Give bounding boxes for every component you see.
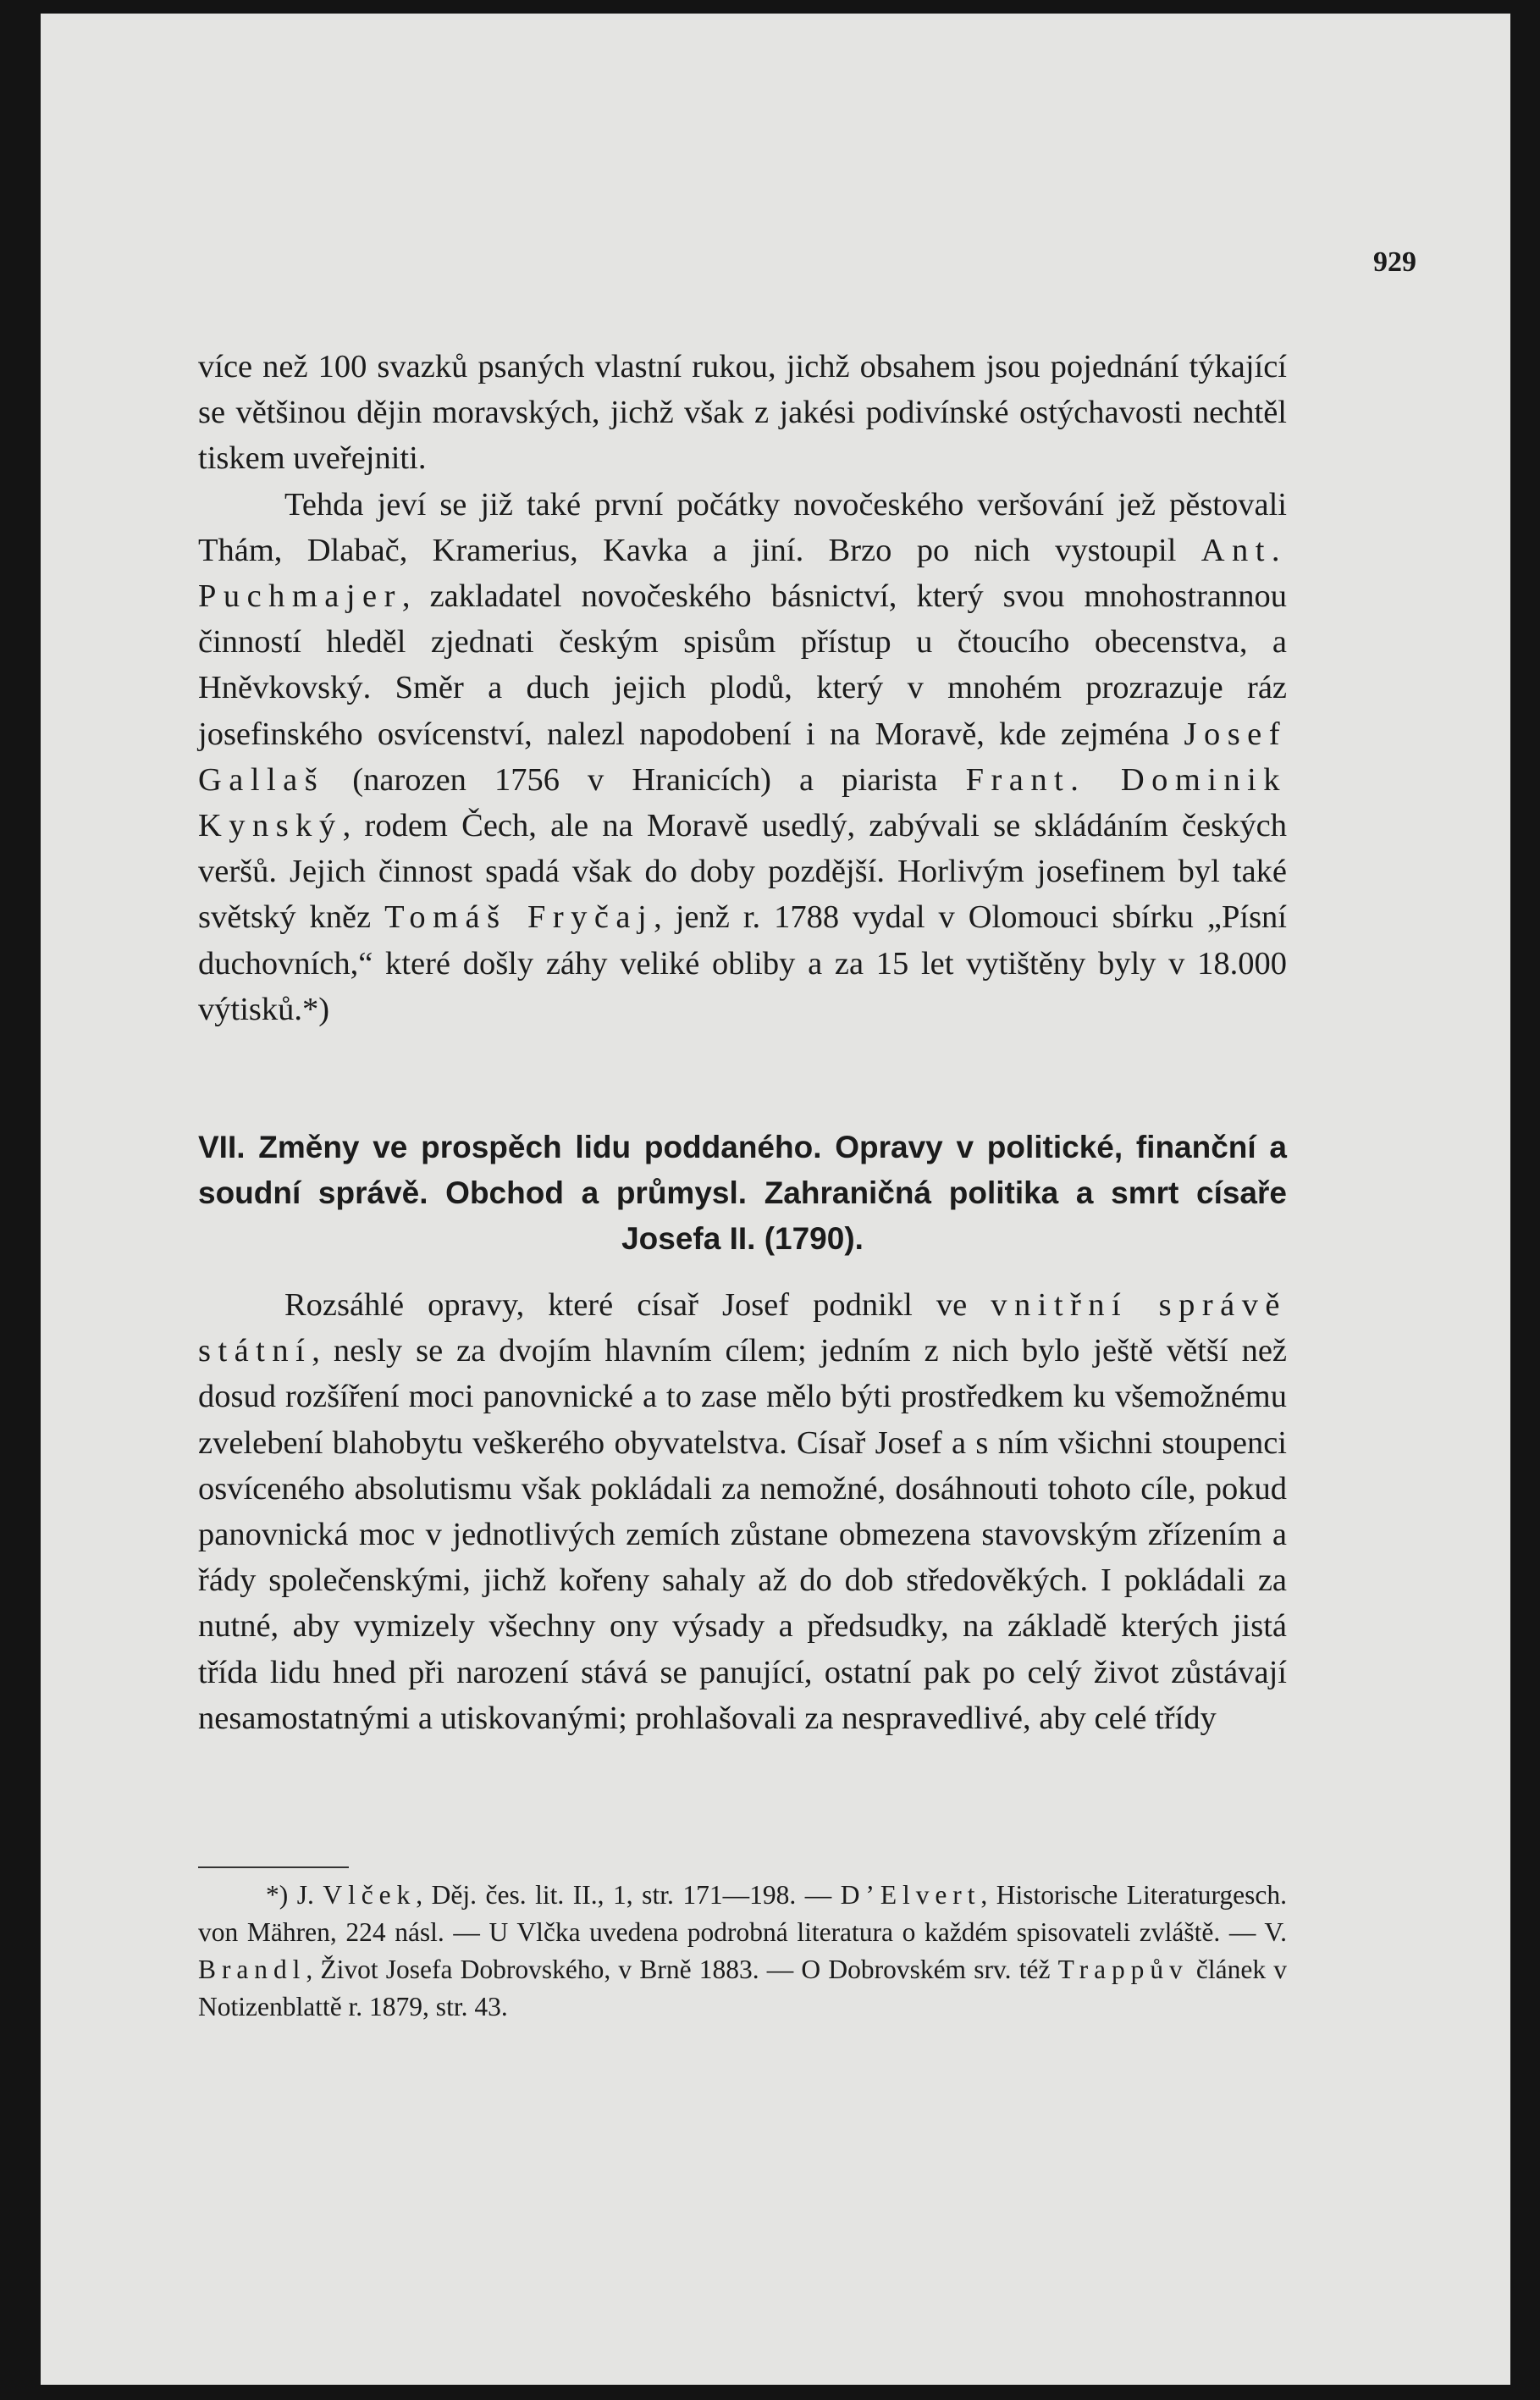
section-heading: VII. Změny ve prospěch lidu poddaného. Opravy v politické, finanční a soudní správě. Obchod a průmysl. Zahraničná politika a smrt císaře Josefa II. (1790).	[198, 1130, 1287, 1256]
p1-text-3: , zakladatel novočeského básnictví, který svou mnohostrannou činností hleděl zjednati českým spisům přístup u čtoucího obecenstva, a Hněvkovský. Směr a duch jejich plodů, který v mnohém prozrazuje ráz josefinského osvícenství, nalezl napodobení i na Moravě, kde zejména	[198, 578, 1287, 752]
footnote-rule	[198, 1866, 349, 1868]
p1-text-2: Tehda jeví se již také první počátky novočeského veršování jež pěstovali Thám, Dlabač, Kramerius, Kavka a jiní. Brzo po nich vystoupil	[198, 486, 1287, 568]
paragraph-1	[198, 344, 1287, 1032]
fn-text-2: , Děj. čes. lit. II., 1, str. 171—198. —	[416, 1880, 832, 1910]
p1-spaced-name-1: Ant. Puchmajer	[198, 532, 1288, 615]
fn-spaced-name-4: Trappův	[1057, 1955, 1189, 1984]
paragraph-2	[198, 1282, 1287, 1741]
fn-text-5: článek v Notizenblattě r. 1879, str. 43.	[198, 1955, 1288, 2021]
fn-spaced-name-1: Vlček	[323, 1880, 417, 1910]
p1-spaced-name-2: Josef Gallaš	[198, 716, 1288, 798]
fn-spaced-name-2: D’Elvert	[840, 1880, 981, 1910]
fn-text-4: , Život Josefa Dobrovského, v Brně 1883. — O Dobrovském srv. též	[306, 1955, 1051, 1984]
book-page	[41, 14, 1510, 2385]
fn-text-1: *) J.	[266, 1880, 314, 1910]
p1-text-5: , rodem Čech, ale na Moravě usedlý, zabývali se skládáním českých veršů. Jejich činnost spadá však do doby pozdější. Horlivým josefinem byl také světský kněz	[198, 808, 1287, 936]
footnote	[198, 1877, 1287, 2026]
p1-spaced-name-3: Frant. Dominik Kynský	[198, 761, 1288, 844]
p1-text-4: (narozen 1756 v Hranicích) a piarista	[352, 761, 938, 798]
fn-spaced-name-3: Brandl	[198, 1955, 306, 1984]
p1-spaced-name-4: Tomáš Fryčaj	[384, 899, 654, 936]
p2-spaced-phrase: vnitřní správě státní	[198, 1287, 1287, 1369]
p2-text-2: , nesly se za dvojím hlavním cílem; jedním z nich bylo ještě větší než dosud rozšíření moci panovnické a to zase mělo býti prostředkem ku všemožnému zvelebení blahobytu veškerého obyvatelstva. Císař Josef a s ním všichni stoupenci osvíceného absolutismu však pokládali za nemožné, dosáhnouti tohoto cíle, pokud panovnická moc v jednotlivých zemích zůstane obmezena stavovským zřízením a řády společenskými, jichž kořeny sahaly až do dob středověkých. I pokládali za nutné, aby vymizely všechny ony výsady a předsudky, na základě kterých jistá třída lidu hned při narození stává se panující, ostatní pak po celý život zůstávají nesamostatnými a utiskovanými; prohlašovali za nespravedlivé, aby celé třídy	[198, 1333, 1287, 1736]
p1-text-1: více než 100 svazků psaných vlastní rukou, jichž obsahem jsou pojednání týkající se většinou dějin moravských, jichž však z jakési podivínské ostýchavosti nechtěl tiskem uveřejniti.	[198, 349, 1287, 477]
p2-text-1: Rozsáhlé opravy, které císař Josef podnikl ve	[284, 1287, 968, 1323]
page-number: 929	[1373, 246, 1416, 278]
fn-text-3: , Historische Literaturgesch. von Mähren, 224 násl. — U Vlčka uvedena podrobná literatura o každém spisovateli zvláště. — V.	[198, 1880, 1287, 1947]
p1-text-6: , jenž r. 1788 vydal v Olomouci sbírku „Písní duchovních,“ které došly záhy veliké obliby a za 15 let vytištěny byly v 18.000 výtisků.*)	[198, 899, 1288, 1027]
